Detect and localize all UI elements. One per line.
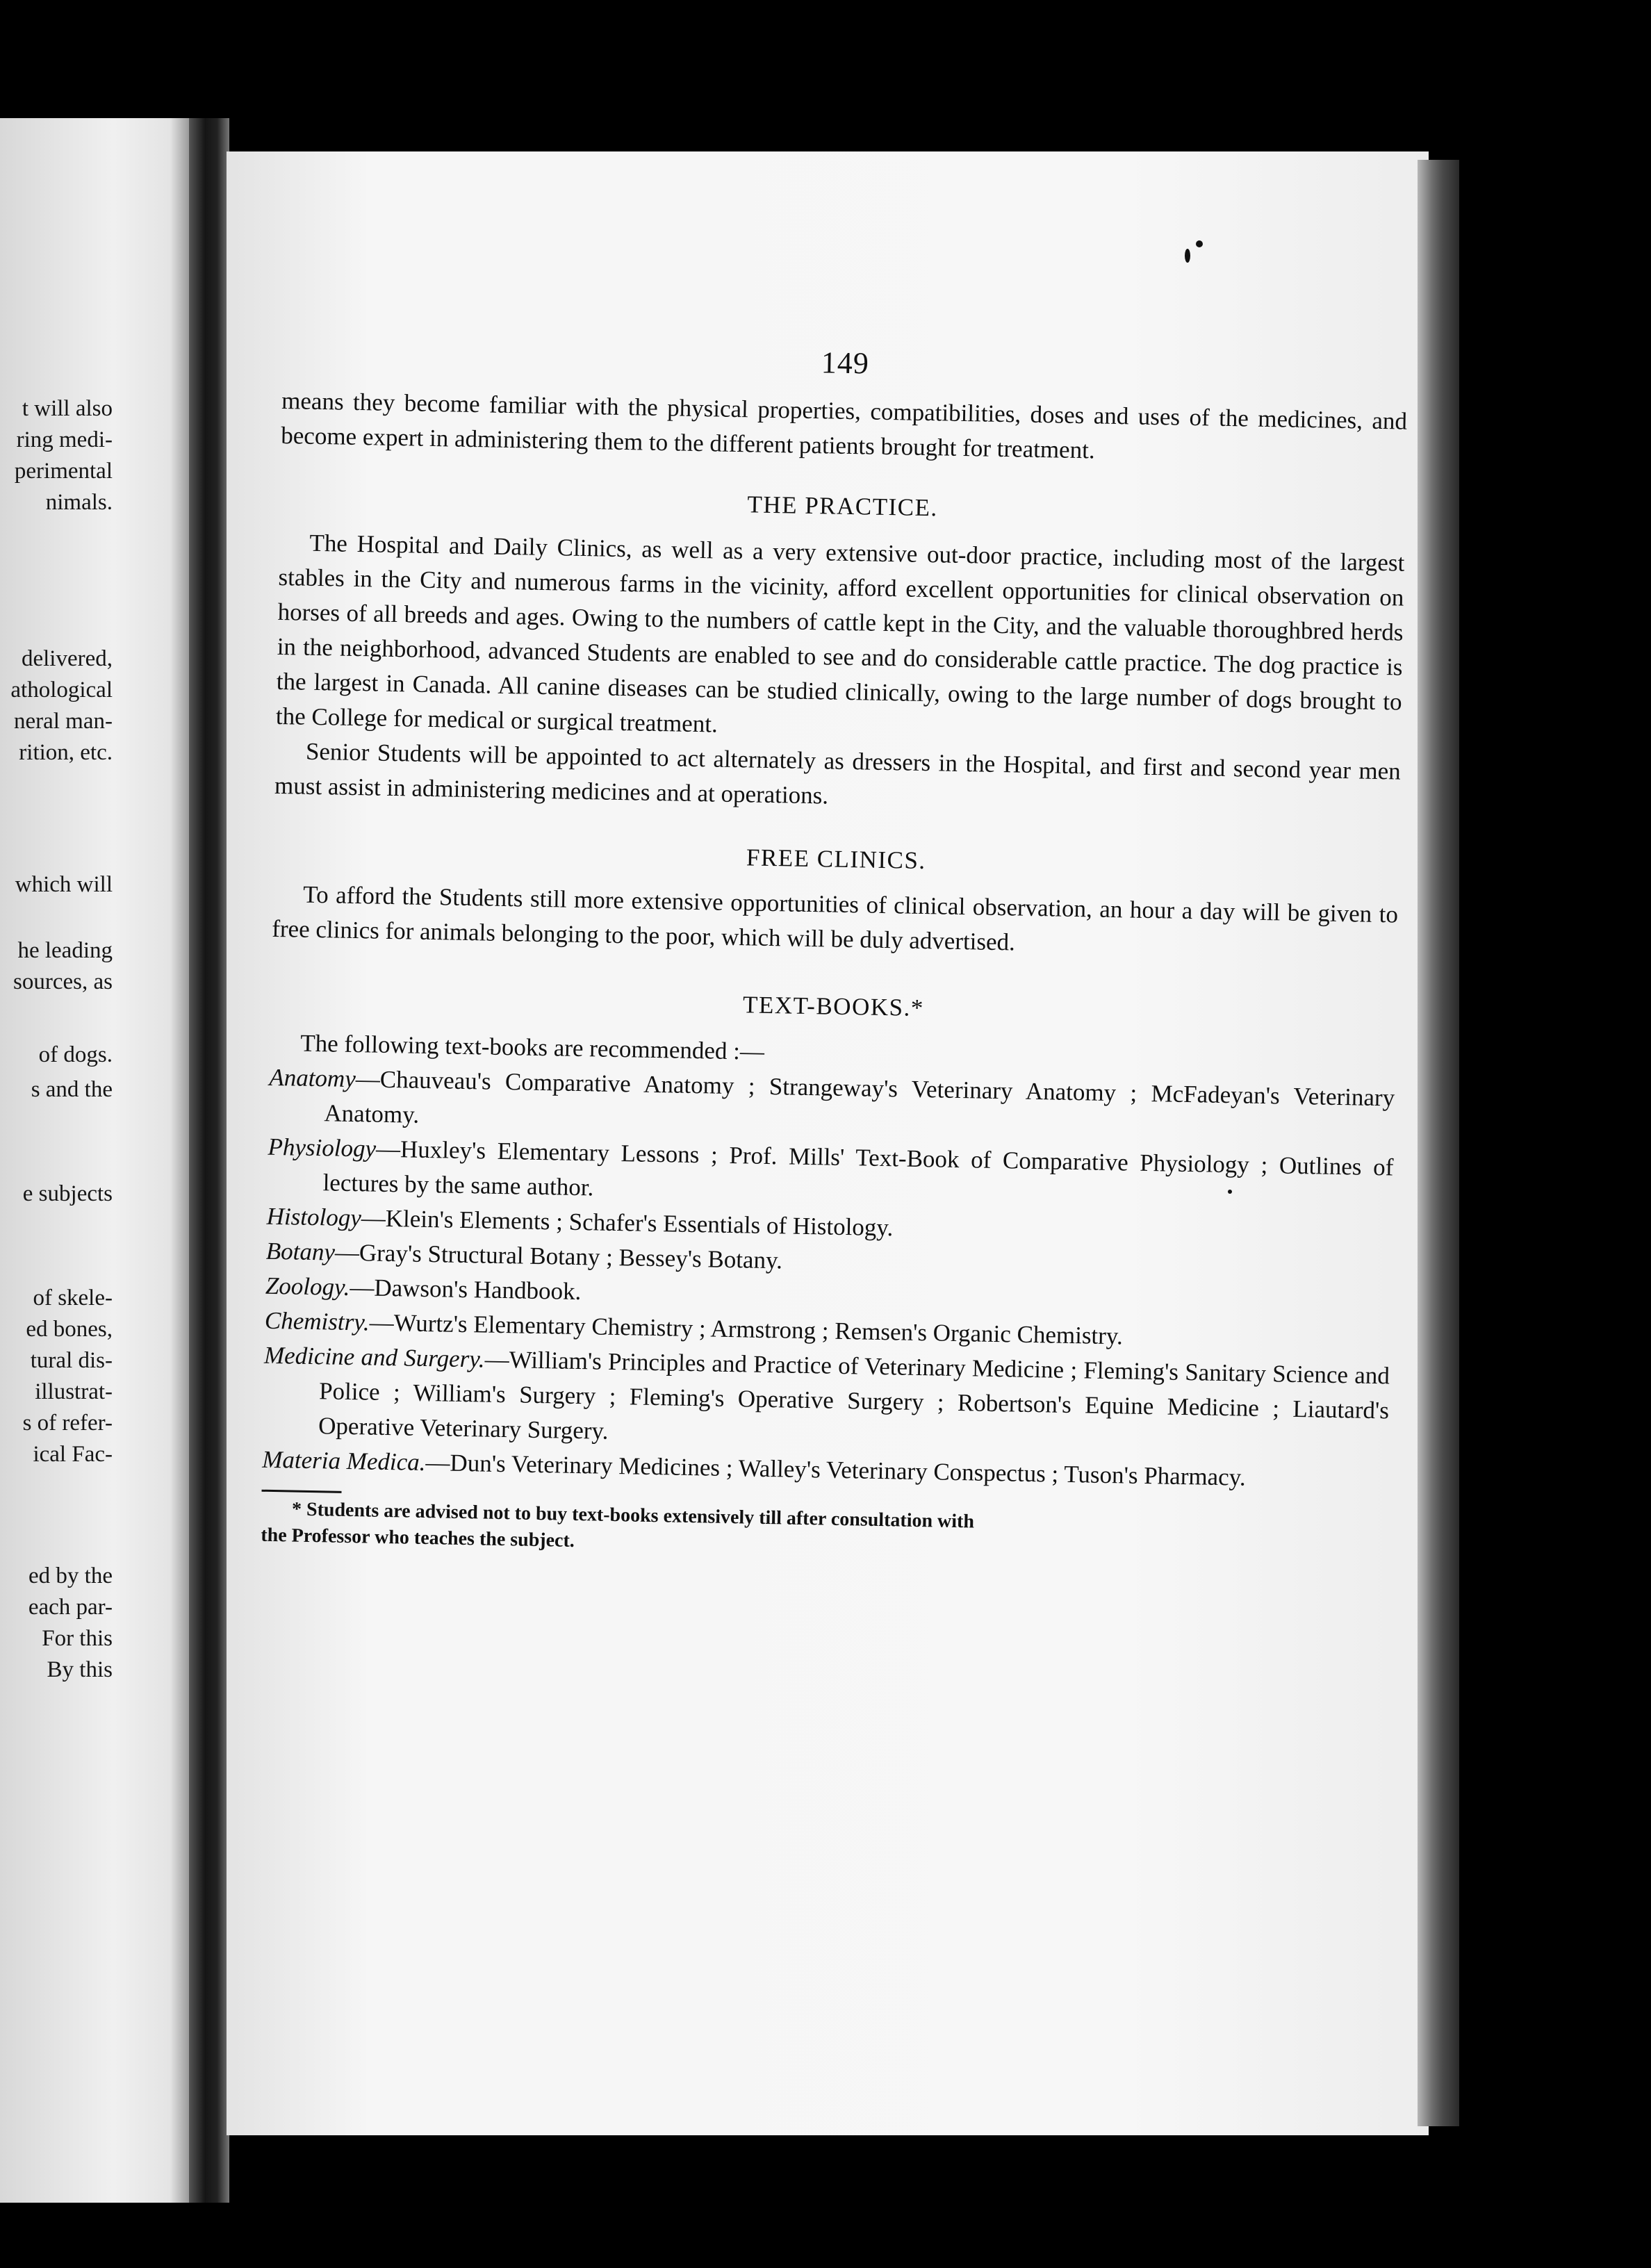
- practice-paragraph: The Hospital and Daily Clinics, as well as a very extensive out-door practice, including most of the largest stables in the City and numerous farms in the vicinity, afford excellent opportunities for clinical observation on horses of all breeds and ages. Owing to the numbers of cattle kept in the City, and the valuable thoroughbred herds in the neighborhood, advanced Students are enabled to see and do considerable cattle practice. The dog practice is the largest in Canada. All canine diseases can be studied clinically, owing to the large number of dogs brought to the College for medical or surgical treatment.: [275, 529, 1405, 738]
- practice-paragraph: Senior Students will be appointed to act alternately as dressers in the Hospital, and first and second year men must assist in administering medicines and at operations.: [274, 737, 1402, 810]
- textbook-subject: Zoology.: [265, 1272, 350, 1301]
- scan-speck: [1196, 240, 1203, 247]
- textbook-list: —Wurtz's Elementary Chemistry ; Armstrong ; Remsen's Organic Chemistry.: [369, 1308, 1124, 1350]
- textbook-list: —Dun's Veterinary Medicines ; Walley's Veterinary Conspectus ; Tuson's Pharmacy.: [425, 1449, 1247, 1491]
- footnote-marker: *: [291, 1498, 302, 1520]
- left-page-line: For this: [42, 1626, 113, 1651]
- left-page-line: perimental: [14, 459, 113, 484]
- book-page: [227, 151, 1429, 2135]
- textbook-subject: Botany: [265, 1237, 336, 1266]
- textbook-entry: [263, 1338, 1390, 1463]
- previous-page-strip: [0, 118, 189, 2203]
- left-page-line: each par-: [28, 1595, 113, 1620]
- left-page-line: e subjects: [22, 1181, 113, 1206]
- textbook-subject: Chemistry.: [264, 1306, 370, 1336]
- page-number: 149: [821, 345, 870, 381]
- left-page-line: ed bones,: [26, 1317, 113, 1342]
- textbook-list: —Chauveau's Comparative Anatomy ; Strangeway's Veterinary Anatomy ; McFadeyan's Veterinary Anatomy.: [324, 1065, 1395, 1128]
- textbook-subject: Materia Medica.: [261, 1445, 426, 1477]
- left-page-line: ed by the: [28, 1563, 113, 1588]
- footnote: [261, 1496, 1387, 1570]
- textbook-list: —Gray's Structural Botany ; Bessey's Botany.: [334, 1238, 783, 1274]
- left-page-line: which will: [15, 872, 113, 897]
- left-page-line: delivered,: [21, 646, 113, 671]
- scan-speck: [1228, 1190, 1232, 1194]
- left-page-line: By this: [47, 1657, 113, 1682]
- left-page-line: of dogs.: [38, 1042, 113, 1067]
- left-page-line: illustrat-: [35, 1379, 113, 1404]
- textbook-subject: Histology: [266, 1202, 362, 1232]
- textbooks-intro: The following text-books are recommended :—: [299, 1029, 765, 1065]
- footnote-line: Students are advised not to buy text-books extensively till after consultation with: [306, 1498, 975, 1533]
- clinics-paragraph: To afford the Students still more extensive opportunities of clinical observation, an hour a day will be given to free clinics for animals belonging to the poor, which will be duly advertised.: [271, 880, 1399, 956]
- page-stack-edge: [1418, 160, 1459, 2126]
- left-page-line: ring medi-: [16, 427, 113, 452]
- practice-heading: THE PRACTICE.: [747, 491, 939, 522]
- left-page-line: s of refer-: [22, 1411, 113, 1436]
- left-page-line: s and the: [31, 1077, 113, 1102]
- footnote-rule: [261, 1490, 341, 1493]
- left-page-line: neral man-: [13, 709, 113, 734]
- left-page-line: athological: [10, 677, 113, 702]
- textbook-list: —Klein's Elements ; Schafer's Essentials of Histology.: [361, 1204, 894, 1242]
- textbook-subject: Physiology: [268, 1133, 377, 1162]
- left-page-line: ical Fac-: [33, 1442, 113, 1467]
- page-content: [261, 335, 1408, 1569]
- textbook-list: —Huxley's Elementary Lessons ; Prof. Mills' Text-Book of Comparative Physiology ; Outlines of lectures by the same author.: [322, 1135, 1394, 1201]
- scan-speck: [1185, 249, 1190, 263]
- left-page-line: nimals.: [45, 490, 113, 515]
- intro-paragraph: means they become familiar with the physical properties, compatibilities, doses and uses of the medicines, and become expert in administering them to the different patients brought for treatment.: [280, 386, 1408, 464]
- left-page-line: rition, etc.: [19, 740, 113, 765]
- textbook-subject: Medicine and Surgery.: [263, 1341, 486, 1373]
- textbook-list: —William's Principles and Practice of Veterinary Medicine ; Fleming's Sanitary Science and Police ; William's Surgery ; Fleming's Operative Surgery ; Robertson's Equine Medicine ; Liautard's Operative Veterinary Surgery.: [318, 1345, 1390, 1445]
- textbook-subject: Anatomy: [269, 1063, 356, 1093]
- clinics-heading: FREE CLINICS.: [746, 844, 926, 875]
- textbooks-heading: TEXT-BOOKS.*: [742, 991, 925, 1022]
- book-gutter: [189, 118, 229, 2203]
- left-page-line: tural dis-: [30, 1348, 113, 1373]
- left-page-line: t will also: [22, 396, 113, 421]
- left-page-line: he leading: [17, 938, 113, 963]
- textbook-list: —Dawson's Handbook.: [350, 1274, 582, 1306]
- footnote-line: the Professor who teaches the subject.: [261, 1524, 575, 1552]
- left-page-line: of skele-: [33, 1285, 113, 1310]
- left-page-line: sources, as: [13, 969, 113, 994]
